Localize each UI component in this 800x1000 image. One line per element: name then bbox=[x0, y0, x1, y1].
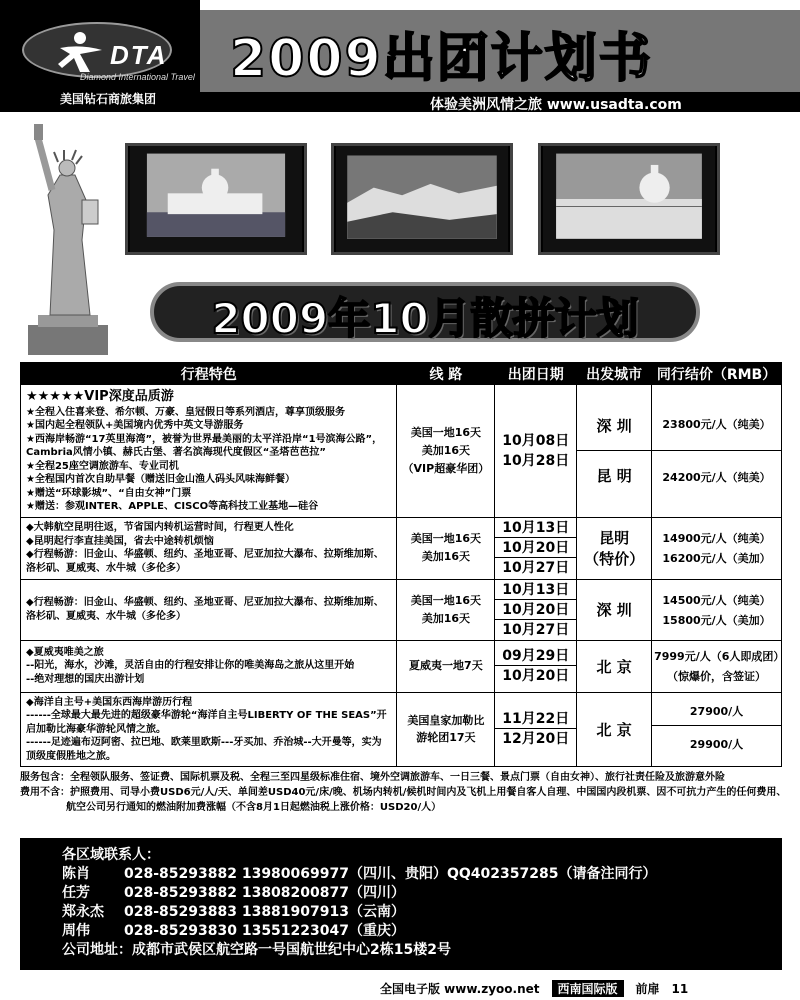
contact-row: 周伟 028-85293830 13551223047（重庆） bbox=[62, 923, 405, 939]
row-features: ◆大韩航空昆明往返，节省国内转机运营时间，行程更人性化 ◆昆明起行李直挂美国，省去中途转机烦恼 ◆行程畅游：旧金山、华盛顿、纽约、圣地亚哥、尼亚加拉大瀑布、拉斯维加斯、洛杉矶、夏威夷、水牛城（多伦多） bbox=[21, 517, 397, 579]
slogan: 体验美洲风情之旅 www.usadta.com bbox=[430, 97, 682, 113]
row-features: ◆夏威夷唯美之旅 --阳光，海水，沙滩，灵活自由的行程安排让你的唯美海岛之旅从这里开始 --绝对理想的国庆出游计划 bbox=[21, 640, 397, 692]
page-number: 11 bbox=[671, 981, 689, 996]
row-route: 美国一地16天 美加16天 bbox=[397, 517, 495, 579]
table-header bbox=[21, 363, 782, 385]
fee-excluded: 费用不含：护照费用、司导小费USD6元/人/天、单间差USD40元/床/晚、机场内转机/候机时间内及飞机上用餐自客人自理、中国国内段机票、因不可抗力产生的任何费用、航空公司另行通知的燃油附加费涨幅（不含8月1日起燃油税上涨价格：USD20/人） bbox=[20, 787, 787, 813]
table-row bbox=[21, 517, 782, 579]
row-dates: 09月29日 10月20日 bbox=[495, 640, 577, 692]
row-city: 昆明 （特价） bbox=[577, 517, 652, 579]
row-dates: 10月13日 10月20日 10月27日 bbox=[495, 579, 577, 640]
row-route: 美国一地16天 美加16天 bbox=[397, 579, 495, 640]
row-route: 夏威夷一地7天 bbox=[397, 640, 495, 692]
row-city: 深 圳 bbox=[577, 579, 652, 640]
month-banner-title: 2009年10月散拼计划 bbox=[211, 294, 639, 343]
footer bbox=[380, 980, 688, 997]
row-features: ★★★★★VIP深度品质游 ★全程入住喜来登、希尔顿、万豪、皇冠假日等系列酒店，尊享顶级服务 ★国内起全程领队+美国境内优秀中英文导游服务 ★西海岸畅游“17英里海湾”，被誉为世界最美丽的太平洋沿岸“1号滨海公路”，Cambria风情小镇、赫氏古堡、著名滨海现代度假区“圣塔芭芭拉” ★全程25座空调旅游车、专业司机 ★全程国内首次自助早餐（赠送旧金山渔人码头风味海鲜餐） ★赠送“环球影城”、“自由女神”门票 ★赠送：参观INTER、APPLE、CISCO等高科技工业基地—硅谷 bbox=[21, 385, 397, 518]
tour-table bbox=[20, 362, 785, 767]
row-price: 14500元/人（纯美） 15800元/人（美加） bbox=[652, 579, 782, 640]
row-city: 北 京 bbox=[577, 640, 652, 692]
logo-text: DTA bbox=[110, 40, 168, 70]
row-price: 14900元/人（纯美） 16200元/人（美加） bbox=[652, 517, 782, 579]
table-row bbox=[21, 692, 782, 767]
landscape-photo bbox=[331, 143, 513, 255]
row-price: 23800元/人（纯美） 24200元/人（纯美） bbox=[652, 385, 782, 518]
header-price: 同行结价（RMB） bbox=[652, 363, 782, 385]
row-route: 美国皇家加勒比 游轮团17天 bbox=[397, 692, 495, 767]
fee-notes bbox=[20, 770, 790, 815]
contact-row: 任芳 028-85293882 13808200877（四川） bbox=[62, 885, 405, 901]
footer-section: 前扉 bbox=[635, 982, 660, 996]
contact-row: 郑永杰 028-85293883 13881907913（云南） bbox=[62, 904, 405, 920]
company-name: 美国钻石商旅集团 bbox=[60, 92, 157, 106]
header-route: 线 路 bbox=[397, 363, 495, 385]
statue-of-liberty-image bbox=[20, 120, 115, 355]
table-row bbox=[21, 385, 782, 518]
fee-included: 服务包含：全程领队服务、签证费、国际机票及税、全程三至四星级标准住宿、境外空调旅游车、一日三餐、景点门票（自由女神）、旅行社责任险及旅游意外险 bbox=[20, 772, 725, 783]
company-address: 公司地址：成都市武侯区航空路一号国航世纪中心2栋15楼2号 bbox=[62, 942, 451, 958]
row-city: 北 京 bbox=[577, 692, 652, 767]
header-dates: 出团日期 bbox=[495, 363, 577, 385]
header-city: 出发城市 bbox=[577, 363, 652, 385]
footer-site: 全国电子版 www.zyoo.net bbox=[380, 982, 540, 996]
capitol-photo bbox=[125, 143, 307, 255]
table-row bbox=[21, 640, 782, 692]
row-price: 27900/人 29900/人 bbox=[652, 692, 782, 767]
header-features: 行程特色 bbox=[21, 363, 397, 385]
row-route: 美国一地16天 美加16天 （VIP超豪华团） bbox=[397, 385, 495, 518]
row-features: ◆海洋自主号+美国东西海岸游历行程 ------全球最大最先进的超级豪华游轮“海洋自主号LIBERTY OF THE SEAS”开启加勒比海豪华游轮风情之旅。 ------足迹遍布迈阿密、拉巴地、欧莱里欧斯---牙买加、乔治城--大开曼等，实为顶级度假胜地之旅。 bbox=[21, 692, 397, 767]
table-row bbox=[21, 579, 782, 640]
page-title: 2009出团计划书 bbox=[230, 29, 653, 89]
runner-logo-icon bbox=[50, 28, 110, 76]
row-dates: 10月08日 10月28日 bbox=[495, 385, 577, 518]
contact-list bbox=[62, 846, 656, 960]
row-price: 7999元/人（6人即成团） （惊爆价，含签证） bbox=[652, 640, 782, 692]
capitol-building-photo bbox=[538, 143, 720, 255]
row-features: ◆行程畅游：旧金山、华盛顿、纽约、圣地亚哥、尼亚加拉大瀑布、拉斯维加斯、洛杉矶、夏威夷、水牛城（多伦多） bbox=[21, 579, 397, 640]
contact-heading: 各区域联系人： bbox=[62, 847, 160, 863]
row-dates: 10月13日 10月20日 10月27日 bbox=[495, 517, 577, 579]
logo-subtitle: Diamond International Travel bbox=[80, 72, 195, 82]
row-city: 深 圳 昆 明 bbox=[577, 385, 652, 518]
row-dates: 11月22日 12月20日 bbox=[495, 692, 577, 767]
footer-edition-tag: 西南国际版 bbox=[552, 980, 624, 997]
contact-row: 陈肖 028-85293882 13980069977（四川、贵阳）QQ402357285（请备注同行） bbox=[62, 866, 657, 882]
